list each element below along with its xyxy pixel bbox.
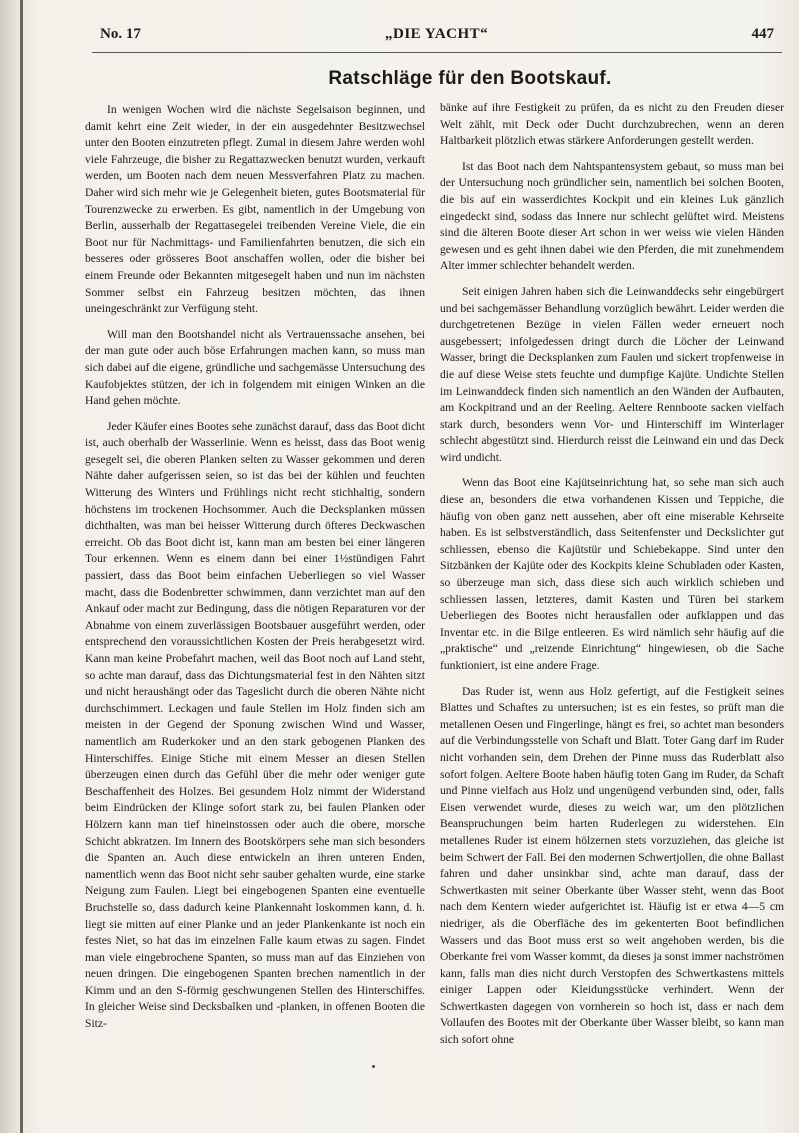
left-column: [85, 102, 425, 1033]
header-rule: [92, 52, 782, 53]
paragraph: Das Ruder ist, wenn aus Holz gefertigt, auf die Festigkeit seines Blattes und Schaftes zu untersuchen; ist es ein festes, so prüft man die metallenen Oesen und Fingerlinge, hängt es frei, so achtet man besonders auf die Verbindungsstelle von Schaft und Blatt. Toter Gang darf im Ruder nicht vorhanden sein, dem Drehen der Pinne muss das Ruderblatt also sofort folgen. Aeltere Boote haben häufig toten Gang im Ruder, da Schaft und Pinne vielfach aus Holz und ungenügend verbunden sind, oder, falls Eisen verwendet wurde, dieses zu weich war, um den plötzlichen Beanspruchungen beim harten Ruderlegen zu widerstehen. Ein metallenes Ruder ist einem hölzernen stets vorzuziehen, das gleiche ist beim Schwert der Fall. Bei den modernen Schwertjollen, die ohne Ballast fahren und daher unsinkbar sind, achte man darauf, dass der Schwertkasten mit seiner Oberkante über Wasser steht, wenn das Boot nach dem Kentern wieder aufgerichtet ist. Häufig ist er etwa 4—5 cm niedriger, als die Oberfläche des im gekenterten Boot befindlichen Wassers und das Boot muss erst so weit angehoben werden, bis die Oberkante frei vom Wasser kommt, da dieses ja sonst immer nachströmen kann, falls man dies nicht durch Verstopfen des Schwertkastens mittels einiger Lappen oder Kleidungsstücke verhindert. Wenn der Schwertkasten dagegen von vornherein so hoch ist, dass er nach dem Vollaufen des Bootes mit der Oberkante über Wasser bleibt, so kann man sich sofort ohne: [440, 684, 784, 1047]
paragraph: bänke auf ihre Festigkeit zu prüfen, da es nicht zu den Freuden dieser Welt zählt, mit Deck oder Ducht durchzubrechen, wenn an deren Haltbarkeit plötzlich etwas stärkere Anforderungen gestellt werden.: [440, 101, 784, 148]
page-header: [100, 26, 780, 48]
paragraph: Wenn das Boot eine Kajütseinrichtung hat, so sehe man sich auch diese an, besonders die etwa vorhandenen Kissen und Teppiche, die häufig von oben ganz nett aussehen, aber oft eine miserable Kehrseite haben. Es ist selbstverständlich, dass Seitenfenster und Deckslichter gut schliessen, ebenso die Kajütstür und Schiebekappe. Sind unter den Sitzbänken der Kajüte oder des Kockpits kleine Schubladen oder Kasten, so überzeuge man sich, dass diese sich auch wirklich schieben und schliessen lassen, letzteres, damit Kasten und Türen bei starkem Ueberliegen des Bootes nicht herausfallen oder aufklappen und das Inventar etc. in die Bilge entleeren. Es wird nämlich sehr häufig auf die „praktische“ und „reizende Einrichtung“ hingewiesen, ob die Sache funktioniert, ist eine andere Frage.: [440, 476, 784, 672]
magazine-title: „DIE YACHT“: [385, 26, 489, 42]
binding-edge: [20, 0, 23, 1133]
print-speck: [372, 1065, 375, 1068]
paragraph: In wenigen Wochen wird die nächste Segelsaison beginnen, und damit kehrt eine Zeit wieder, in der ein ausgedehnter Besitzwechsel unter den Booten einzutreten pflegt. Zumal in diesem Jahre werden wohl viele Fahrzeuge, die bisher zu Regattazwecken benutzt wurden, verkauft werden, um Booten nach dem neuen Messverfahren Platz zu machen. Daher wird sich mehr wie je Gelegenheit bieten, gutes Bootsmaterial für Tourenzwecke zu erwerben. Es gibt, namentlich in der Umgebung von Berlin, ausserhalb der Regattasegelei treibenden Vereine Viele, die ein Boot nur für Nachmittags- und Familienfahrten benutzen, die sich ein besseres oder grösseres Boot anschaffen wollen, oder die bisher bei einem Freunde oder Bekannten mitgesegelt haben und nun im nächsten Sommer selbst ein Fahrzeug besitzen möchten, das ihnen uneingeschränkt zur Verfügung steht.: [85, 103, 425, 316]
right-column: [440, 100, 784, 1049]
paragraph: Ist das Boot nach dem Nahtspantensystem gebaut, so muss man bei der Untersuchung noch gründlicher sein, namentlich bei solchen Booten, die bis auf ein wasserdichtes Kockpit und ein kleines Luk gänzlich eingedeckt sind, sodass das Innere nur schlecht gelüftet wird. Meistens sind die älteren Boote dieser Art schon in wer weiss wie vielen Händen gewesen und es geht ihnen dabei wie den Pferden, die mit zunehmendem Alter immer schlechter behandelt werden.: [440, 159, 784, 273]
article-title: Ratschläge für den Bootskauf.: [328, 68, 612, 89]
issue-number: No. 17: [100, 26, 141, 42]
paragraph: Seit einigen Jahren haben sich die Leinwanddecks sehr eingebürgert und bei sachgemässer Behandlung vorzüglich bewährt. Leider werden die durchgetretenen Bezüge in vielen Fällen weder erneuert noch ausgebessert; infolgedessen dringt durch die Löcher der Leinwand Wasser, bringt die Decksplanken zum Faulen und sickert tropfenweise in die auf diese Weise stets feuchte und dumpfige Kajüte. Undichte Stellen im Leinwanddeck finden sich namentlich an den Wänden der Aufbauten, am Kockpitrand und an der Reeling. Aeltere Rennboote sacken vielfach stark durch, besonders wenn Vor- und Hinterschiff im Winterlager schlecht abgestützt sind. Hierdurch reisst die Leinwand ein und das Deck wird undicht.: [440, 284, 784, 464]
paragraph: Will man den Bootshandel nicht als Vertrauenssache ansehen, bei der man gute oder auch böse Erfahrungen machen kann, so muss man sich dabei auf die eigene, gründliche und sachgemässe Untersuchung des Kaufobjektes stützen, der ich in folgendem mit einigen Winken an die Hand gehen möchte.: [85, 327, 425, 408]
page-number: 447: [751, 26, 774, 42]
paragraph: Jeder Käufer eines Bootes sehe zunächst darauf, dass das Boot dicht ist, auch oberhalb der Wasserlinie. Wenn es heisst, dass das Boot wenig gesegelt sei, die oberen Planken selten zu Wasser gekommen und deren Nähte daher aufgerissen seien, so ist das bei der kühlen und feuchten Witterung des Winters und Frühlings nicht recht stichhaltig, sondern höchstens im trockenen Hochsommer. Auch die Decksplanken müssen dichthalten, was man bei heisser Witterung durch öfteres Deckwaschen erreicht. Ob das Boot dicht ist, kann man am besten bei einer längeren Tour erkennen. Wenn es einem dann bei einer 1½stündigen Fahrt passiert, dass das Boot beim einfachen Ueberliegen so viel Wasser macht, dass die Bodenbretter schwimmen, dann verzichtet man auf den Ankauf oder macht zur Bedingung, dass die nötigen Reparaturen vor der Abnahme von einem zuverlässigen Bootsbauer ausgeführt werden, oder entsprechend den voraussichtlichen Kosten der Preis herabgesetzt wird. Kann man keine Probefahrt machen, weil das Boot noch auf Land steht, so achte man darauf, dass das Dichtungsmaterial fest in den Nähten sitzt und nicht heraushängt oder das Tageslicht durch die oberen Nähte nicht durchschimmert. Leckagen und faule Stellen im Holz finden sich am meisten in der Gegend der Sponung zwischen Wind und Wasser, namentlich am Ruderkoker und an den stark gebogenen Planken des Hinterschiffes. Einige Stiche mit einem Messer an diesen Stellen überzeugen einen durch das Gefühl über die mehr oder weniger gute Beschaffenheit des Holzes. Bei gesundem Holz nimmt der Widerstand beim Eindrücken der Klinge sofort stark zu, bei faulen Planken oder Hölzern kann man tief hineinstossen oder auch die obere, morsche Schicht abkratzen. Im Innern des Bootskörpers sehe man sich besonders die Spanten an. Auch diese entwickeln an ihren unteren Enden, namentlich wenn das Boot nicht sehr sauber gehalten wurde, eine starke Neigung zum Faulen. Liegt bei eingebogenen Spanten eine eventuelle Bruchstelle so, dass dadurch keine Plankennaht loskommen kann, d. h. liegt sie mitten auf einer Planke und an jeder Plankenkante ist noch ein festes Niet, so hat das im einzelnen Falle kaum etwas zu sagen. Findet man viele eingebrochene Spanten, so muss man auf das Einziehen von neuen dringen. Die eingebogenen Spanten brechen namentlich in der Kimm und an den S-förmig geschwungenen Stellen des Hinterschiffes. In gleicher Weise sind Decksbalken und -planken, in offenen Booten die Sitz-: [85, 419, 425, 1031]
